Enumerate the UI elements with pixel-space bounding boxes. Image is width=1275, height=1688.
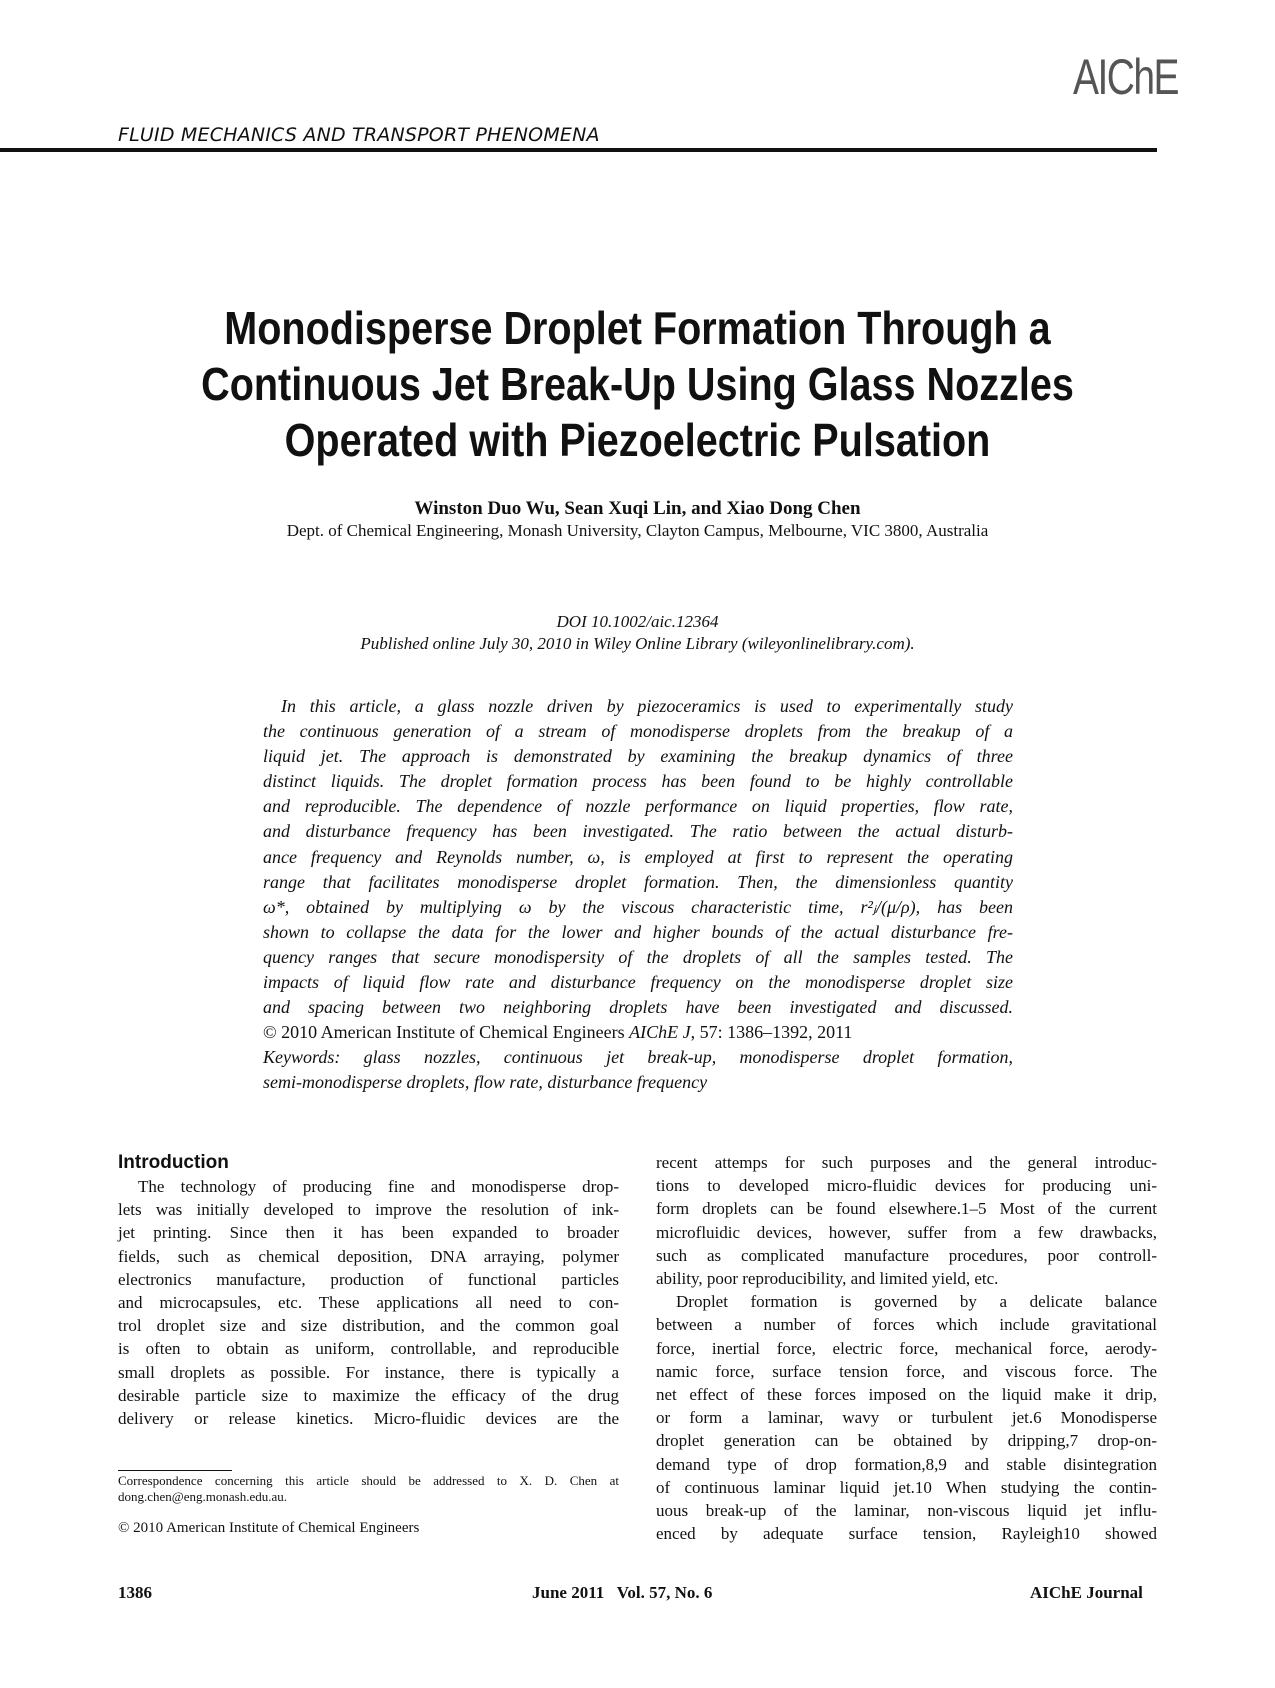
body-line: jet printing. Since then it has been expanded to broader [118,1223,619,1243]
abstract [263,694,1013,1096]
abstract-line: liquid jet. The approach is demonstrated by examining the breakup dynamics of three [263,746,1013,767]
abstract-line: and reproducible. The dependence of nozzle performance on liquid properties, flow rate, [263,796,1013,817]
title-line: Continuous Jet Break-Up Using Glass Nozzles [201,358,1074,410]
footnote-rule [118,1470,232,1471]
abstract-line: distinct liquids. The droplet formation process has been found to be highly controllable [263,771,1013,792]
right-column-text [656,1151,1157,1545]
journal-abbrev: AIChE J [629,1022,691,1043]
body-line: lets was initially developed to improve the resolution of ink- [118,1200,619,1220]
abstract-line: impacts of liquid flow rate and disturbance frequency on the monodisperse droplet size [263,972,1013,993]
body-line: net effect of these forces imposed on the liquid make it drip, [656,1385,1157,1405]
body-line: is often to obtain as uniform, controllable, and reproducible [118,1339,619,1359]
journal-name: AIChE Journal [1030,1583,1143,1602]
footnote-email: dong.chen@eng.monash.edu.au. [118,1488,288,1504]
body-line: uous break-up of the laminar, non-viscous liquid jet influ- [656,1501,1157,1521]
body-line: between a number of forces which include gravitational [656,1315,1157,1335]
body-line: trol droplet size and size distribution, and the common goal [118,1316,619,1336]
abstract-line: the continuous generation of a stream of monodisperse droplets from the breakup of a [263,721,1013,742]
left-column-text [118,1175,619,1430]
body-line: of continuous laminar liquid jet.10 When studying the contin- [656,1477,1157,1497]
body-line: electronics manufacture, production of functional particles [118,1269,619,1289]
correspondence-footnote [118,1473,619,1504]
abstract-line: and spacing between two neighboring droplets have been investigated and discussed. [263,997,1013,1018]
body-line: form droplets can be found elsewhere.1–5 Most of the current [656,1199,1157,1219]
abstract-line: ω*, obtained by multiplying ω by the viscous characteristic time, r²ⱼ/(μ/ρ), has been [263,896,1013,917]
authors: Winston Duo Wu, Sean Xuqi Lin, and Xiao Dong Chen [414,498,861,519]
body-line: droplet generation can be obtained by dripping,7 drop-on- [656,1431,1157,1451]
keywords-line: Keywords: glass nozzles, continuous jet break-up, monodisperse droplet formation, [263,1047,1013,1068]
body-line: fields, such as chemical deposition, DNA arraying, polymer [118,1246,619,1266]
page-number: 1386 [118,1583,152,1602]
abstract-line: and disturbance frequency has been investigated. The ratio between the actual disturb- [263,821,1013,842]
abstract-line: In this article, a glass nozzle driven by piezoceramics is used to experimentally study [281,696,1013,716]
body-line: demand type of drop formation,8,9 and stable disintegration [656,1454,1157,1474]
body-line: delivery or release kinetics. Micro-fluidic devices are the [118,1409,619,1429]
aiche-logo: AIChE [1073,49,1178,105]
body-line: such as complicated manufacture procedures, poor controll- [656,1245,1157,1265]
body-line: and microcapsules, etc. These applications all need to con- [118,1293,619,1313]
section-label: FLUID MECHANICS AND TRANSPORT PHENOMENA [118,124,600,146]
body-line: Droplet formation is governed by a delicate balance [676,1292,1157,1312]
abstract-copyright: © 2010 American Institute of Chemical Engineers AIChE J, 57: 1386–1392, 2011 [263,1022,853,1043]
body-line: namic force, surface tension force, and viscous force. The [656,1361,1157,1381]
doi: DOI 10.1002/aic.12364 [556,612,719,631]
publication-info: Published online July 30, 2010 in Wiley Online Library (wileyonlinelibrary.com). [360,634,915,653]
body-line: ability, poor reproducibility, and limited yield, etc. [656,1269,999,1289]
copyright-notice: © 2010 American Institute of Chemical Engineers [118,1520,420,1536]
abstract-line: shown to collapse the data for the lower and higher bounds of the actual disturbance fre- [263,921,1013,942]
header-rule [0,148,1157,152]
body-line: small droplets as possible. For instance, there is typically a [118,1362,619,1382]
body-line: The technology of producing fine and monodisperse drop- [138,1177,619,1196]
body-line: desirable particle size to maximize the efficacy of the drug [118,1385,619,1405]
issue-info: June 2011 Vol. 57, No. 6 [532,1583,713,1602]
footnote-line: Correspondence concerning this article should be addressed to X. D. Chen at [118,1473,619,1488]
body-line: microfluidic devices, however, suffer from a few drawbacks, [656,1222,1157,1242]
abstract-line: quency ranges that secure monodispersity of the droplets of all the samples tested. The [263,946,1013,967]
abstract-line: range that facilitates monodisperse droplet formation. Then, the dimensionless quantity [263,871,1013,892]
article-title [175,300,1100,468]
body-line: enced by adequate surface tension, Rayleigh10 showed [656,1524,1157,1544]
body-line: or form a laminar, wavy or turbulent jet.6 Monodisperse [656,1408,1157,1428]
keywords-line: semi-monodisperse droplets, flow rate, disturbance frequency [263,1072,708,1093]
abstract-line: ance frequency and Reynolds number, ω, is employed at first to represent the operating [263,846,1013,867]
affiliation: Dept. of Chemical Engineering, Monash University, Clayton Campus, Melbourne, VIC 3800, Australia [286,521,989,540]
body-line: recent attemps for such purposes and the general introduc- [656,1153,1157,1172]
section-heading-introduction: Introduction [118,1152,229,1173]
body-line: force, inertial force, electric force, mechanical force, aerody- [656,1338,1157,1358]
title-line: Operated with Piezoelectric Pulsation [284,414,991,466]
body-line: tions to developed micro-fluidic devices for producing uni- [656,1176,1157,1196]
title-line: Monodisperse Droplet Formation Through a [224,302,1051,354]
